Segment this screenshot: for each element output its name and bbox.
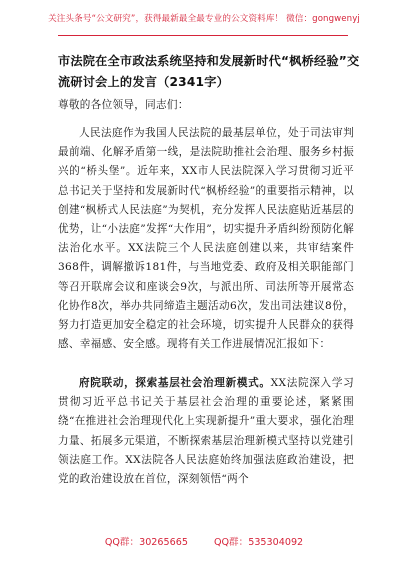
footer-qq-group-2: QQ群：535304092 — [213, 537, 304, 548]
document-title: 市法院在全市政法系统坚持和发展新时代“枫桥经验”交流研讨会上的发言（2341字） — [58, 54, 360, 89]
footer — [0, 534, 408, 548]
section-body: XX法院深入学习贯彻习近平总书记关于基层社会治理的重要论述，紧紧围绕“在推进社会治理现代化上实现新提升”重大要求，强化治理力量、拓展多元渠道，不断探索基层治理新模式坚持以党建引领法庭工作。XX法院各人民法庭始终加强法庭政治建设，把党的政治建设放在首位，深刻领悟“两个 — [58, 377, 355, 486]
paragraph-section-1 — [58, 374, 354, 489]
footer-qq-group-1: QQ群：30265665 — [104, 537, 188, 548]
section-heading: 府院联动，探索基层社会治理新模式。 — [79, 377, 271, 389]
header-divider — [58, 35, 348, 36]
salutation: 尊敬的各位领导，同志们： — [58, 99, 189, 111]
paragraph-intro: 人民法庭作为我国人民法院的最基层单位，处于司法审判最前端、化解矛盾第一线，是法院助推社会治理、服务乡村振兴的“桥头堡”。近年来，XX市人民法院深入学习贯彻习近平总书记关于坚持和发展新时代“枫桥经验”的重要指示精神，以创建“枫桥式人民法庭”为契机，充分发挥人民法庭贴近基层的优势，让“小法庭”发挥“大作用”，切实提升矛盾纠纷预防化解法治化水平。XX法院三个人民法庭创建以来，共审结案件368件，调解撤诉181件，与当地党委、政府及相关职能部门等召开联席会议和座谈会9次，与派出所、司法所等开展常态化协作8次，举办共同缔造主题活动6次，发出司法建议8份，努力打造更加安全稳定的社会环境，切实提升人民群众的获得感、幸福感、安全感。现将有关工作进展情况汇报如下： — [58, 127, 354, 351]
header-banner — [0, 0, 408, 36]
header-banner-text: 关注头条号“公文研究”，获得最新最全最专业的公文资料库！ 微信：gongwenyj — [48, 14, 360, 24]
